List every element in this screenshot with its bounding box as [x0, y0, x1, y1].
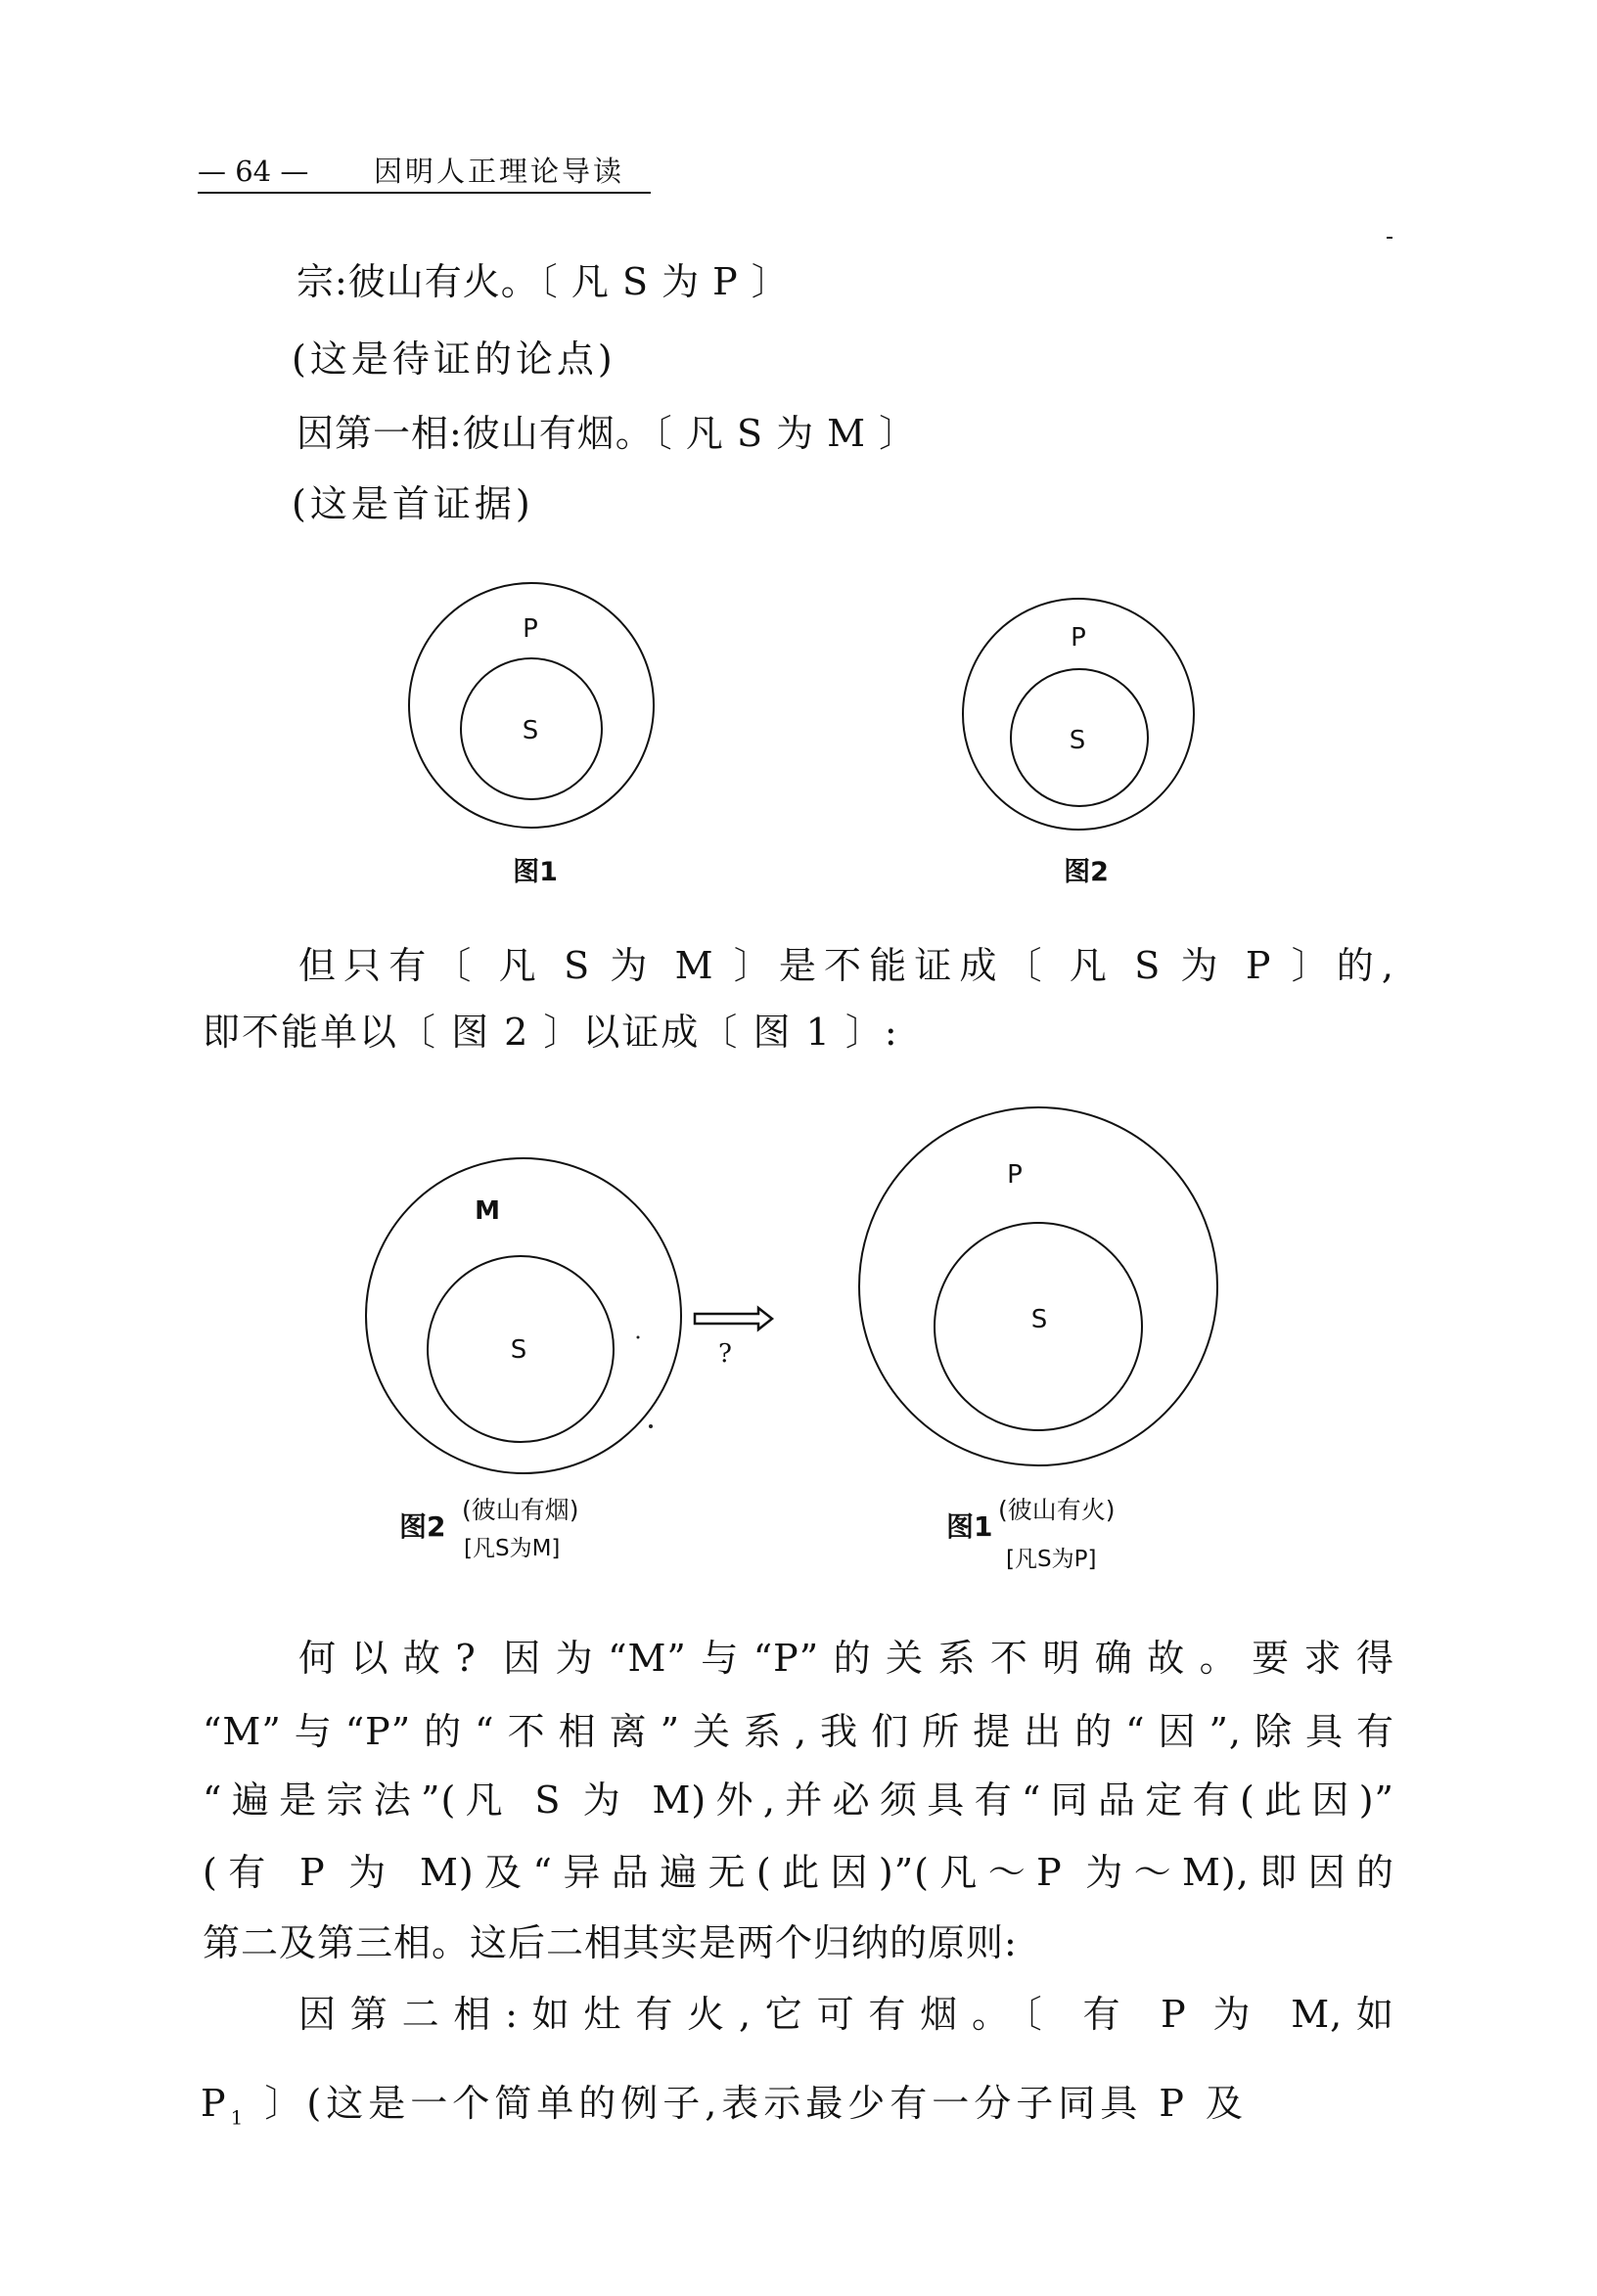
- running-head: [198, 153, 651, 194]
- line-rest: 〕(这是一个简单的例子,表示最少有一分子同具 P 及: [248, 2082, 1249, 2125]
- paragraph-2-line-5: 第二及第三相。这后二相其实是两个归纳的原则:: [203, 1921, 1018, 1964]
- paragraph-2-line-3: “遍是宗法”(凡 S 为 M)外,并必须具有“同品定有(此因)”: [203, 1778, 1394, 1822]
- subscript-one: 1: [230, 2105, 249, 2130]
- inner-label: S: [1030, 1305, 1048, 1334]
- thesis-line: 宗:彼山有火。〔 凡 S 为 P 〕: [297, 260, 790, 303]
- paragraph-3-line-1: 因第二相:如灶有火,它可有烟。〔 有 P 为 M,如: [298, 1993, 1394, 2036]
- figure-caption: 图1: [513, 857, 558, 887]
- inner-circle-s: [461, 658, 602, 799]
- paragraph-1-line-1: 但只有〔 凡 S 为 M 〕是不能证成〔 凡 S 为 P 〕的,: [298, 944, 1394, 987]
- scan-speck: [1387, 237, 1392, 239]
- inner-label: S: [510, 1335, 527, 1365]
- outer-circle-m: [366, 1158, 681, 1473]
- scan-speck: [637, 1336, 640, 1339]
- outer-circle-p: [963, 599, 1194, 830]
- figure-p-contains-s: [859, 1107, 1217, 1572]
- paragraph-3-line-2: [201, 2080, 1248, 2141]
- outer-label: P: [523, 614, 538, 644]
- inner-circle-s: [428, 1256, 614, 1442]
- reason-first-note: (这是首证据): [292, 482, 534, 525]
- outer-label: M: [475, 1196, 500, 1226]
- caption-line-2: [凡S为M]: [464, 1536, 561, 1561]
- double-arrow-icon: [695, 1308, 772, 1329]
- caption-line-2: [凡S为P]: [1006, 1547, 1097, 1572]
- symbol-p: P: [201, 2082, 231, 2125]
- book-title: 因明人正理论导读: [374, 155, 625, 188]
- page-number: — 64 —: [198, 155, 309, 188]
- figure-caption: 图2: [399, 1510, 446, 1543]
- paragraph-2-line-2: “M”与“P”的“不相离”关系,我们所提出的“因”,除具有: [203, 1710, 1394, 1753]
- outer-label: P: [1007, 1160, 1023, 1190]
- paragraph-2-line-4: (有 P 为 M)及“异品遍无(此因)”(凡～P 为～M),即因的: [203, 1851, 1394, 1894]
- outer-label: P: [1071, 623, 1086, 653]
- implication-arrow: [695, 1308, 772, 1369]
- caption-line-1: (彼山有烟): [462, 1496, 579, 1524]
- inner-circle-s: [1011, 669, 1148, 806]
- caption-line-1: (彼山有火): [998, 1496, 1116, 1524]
- thesis-note: (这是待证的论点): [292, 338, 616, 381]
- header-rule: [198, 192, 651, 194]
- scan-speck: [649, 1424, 653, 1428]
- inner-circle-s: [935, 1223, 1142, 1430]
- inner-label: S: [1069, 726, 1086, 755]
- paragraph-2-line-1: 何以故? 因为“M”与“P”的关系不明确故。要求得: [298, 1637, 1394, 1680]
- reason-first-line: 因第一相:彼山有烟。〔 凡 S 为 M 〕: [297, 412, 918, 455]
- arrow-question-mark: ?: [718, 1339, 732, 1369]
- figure-1: [409, 583, 654, 887]
- figure-2: [963, 599, 1194, 887]
- paragraph-1-line-2: 即不能单以〔 图 2 〕以证成〔 图 1 〕:: [203, 1011, 899, 1054]
- figure-m-contains-s: [366, 1158, 681, 1561]
- figure-caption: 图1: [946, 1510, 993, 1543]
- outer-circle-p: [859, 1107, 1217, 1465]
- figure-caption: 图2: [1064, 857, 1109, 887]
- outer-circle-p: [409, 583, 654, 828]
- inner-label: S: [522, 716, 539, 745]
